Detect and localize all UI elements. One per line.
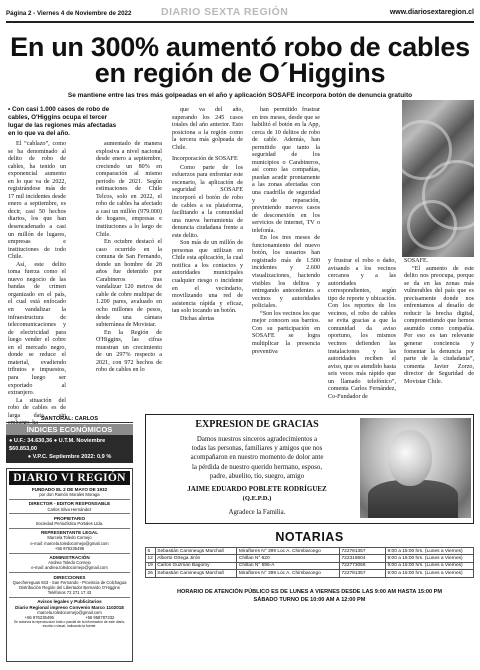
addresses-title: DIRECCIONES <box>53 574 86 580</box>
ad-line: padre, abuelito, tío, suegro, amigo <box>209 472 305 480</box>
article-column-1 <box>8 141 66 428</box>
footer-phone-2: +56 958787332 <box>85 615 115 621</box>
paragraph: Así, este delito toma fuerza como el nuevo negocio de las bandas de crimen organizado en el país, el cual está enfocado en vandalizar la infraestructura de telecomunicaciones y de electricidad para luego vender el cobre en el mercado negro, donde se reduce el material, evadiendo tributos e impuestos, para luego ser exportado al extranjero. <box>8 261 66 397</box>
notarias-hours: HORARIO DE ATENCIÓN PÚBLICO ES DE LUNES A VIERNES DESDE LAS 9:00 AM HASTA 15:00 PM <box>176 589 443 595</box>
article-column-4 <box>252 107 320 356</box>
divider <box>9 597 130 598</box>
owner-title: PROPIETARIO <box>53 515 86 521</box>
legal-rep-title: REPRESENTANTE LEGAL <box>40 530 99 536</box>
subheadline: Se mantiene entre las tres más golpeadas en el año y aplicación SOSAFE incorpora botón de denuncia gratuito <box>67 92 413 99</box>
paragraph: “Son los vecinos los que mejor conocen sus barrios. Con su participación en SOSAFE se logra multiplicar la presencia preventiva <box>252 310 320 355</box>
table-row <box>146 555 474 562</box>
notices-line: Diario Regional impreso Convenio Marco 1102018 <box>15 604 124 610</box>
section-subtitle: Incorporación de SOSAFE <box>172 156 238 163</box>
ad-line: todas las personas, familiares y amigos que nos <box>191 445 323 453</box>
founded-by: por don Ramón Morales Moraga <box>39 492 100 498</box>
table-row <box>146 548 474 555</box>
notarias-saturday: SÁBADO TURNO DE 10:00 AM A 12:00 PM <box>253 597 366 603</box>
economic-indices <box>6 416 133 466</box>
indices-title: ÍNDICES ECONÓMICOS <box>6 424 133 435</box>
notarias-table <box>145 547 474 578</box>
site-url[interactable]: www.diariosextaregion.cl <box>389 9 474 16</box>
paragraph: Como parte de los esfuerzos para enfrentar este escenario, la aplicación de seguridad SOSAFE incorporó el botón de robo de cables a su plataforma, facilitando a la comunidad una nueva herramienta de denuncia ciudadana frente a este delito. <box>172 164 243 239</box>
table-row <box>146 570 474 577</box>
paragraph: SOSAFE. <box>404 258 429 264</box>
ad-line: acompañaron en nuestro momento de dolor ante <box>190 454 324 462</box>
masthead-box <box>6 468 133 662</box>
table-cell: 722781357 <box>339 548 385 555</box>
founded: FUNDADO EL 2 DE MAYO DE 1932 <box>31 487 108 492</box>
footer-note: Se autoriza la reproducción total o parcial de la información de este diario, escrita o visual, indicando la fuente. <box>13 620 126 629</box>
table-cell: Chillan N° 595-A <box>237 562 340 569</box>
indices-line-1: ● U.F.: 34.630,36 ● U.T.M. Noviembre $60.853,00 <box>9 438 106 452</box>
headline-line-1: En un 300% aumentó robo de cables <box>10 32 470 62</box>
page-date: Página 2 - Viernes 4 de Noviembre de 2022 <box>6 10 132 17</box>
article-column-3 <box>172 107 243 323</box>
paragraph: han permitido frustrar en tres meses, desde que se habilitó el botón en la App, cerca de 10 delitos de robo de cable. Además, han permitido que tanto la seguridad de los municipios o Carabineros, así como las compañías, puedan acudir prontamente a las zonas afectadas con una cuadrilla de seguridad y de reparación, previniendo nuevos casos de desconexión en los servicios de internet, TV o telefonía. <box>252 107 320 234</box>
paragraph: En octubre destacó el caso ocurrido en la comuna de San Fernando, donde un hombre de 28 años fue detenido por Carabineros tras vandalizar 120 metros de cable de cobre multipar de 1.200 pares, avaluado en ocho millones de pesos, desde una cámara subterránea de Movistar. <box>96 239 162 329</box>
notices-email[interactable]: marcela.toledocornejo@gmail.com <box>37 609 102 615</box>
paragraph: y frustrar el robo o daño, avisando a los vecinos cercanos y a las autoridades correspondientes, según tipo de reporte y ubicación. Con los reportes de los vecinos, el robo de cables se evita gracias a que la comunidad da aviso oportuno, los mismos vecinos defienden las instalaciones y las autoridades reciben el aviso, que es atendido hasta seis veces más rápido que un llamado telefónico”, comenta Carlos Fernández, Co-Fundador de <box>328 258 396 400</box>
table-cell: 9:00 a 15:00 hrs. (Lunes a Viernes) <box>386 562 474 569</box>
deceased-name: JAIME EDUARDO POBLETE RODRÍGUEZ <box>187 485 327 493</box>
santoral: SANTORAL: CARLOS <box>6 416 133 423</box>
table-cell: Miraflores N° 399 Loc A. Chimbarongo <box>237 548 340 555</box>
table-cell: Chillan N° 620 <box>237 555 340 562</box>
gratitude-ad <box>145 414 474 524</box>
ad-thanks: Agradece la Familia. <box>228 509 286 516</box>
legal-rep-email[interactable]: e-mail: marcela.toledocornejo@gmail.com <box>30 540 109 546</box>
cables-photo <box>402 100 474 257</box>
newspaper-logo: DIARIO VI REGIÓN <box>9 471 130 485</box>
admin-title: ADMINISTRACIÓN <box>49 555 90 561</box>
paragraph: En los tres meses de funcionamiento del nuevo botón, los usuarios han registrado más de 1.500 incidentes y 2.600 visualizaciones, haciendo visibles los delitos y entregando antecedentes a vecinos y autoridades policiales. <box>252 235 320 310</box>
address-phone: Teléfonos 72 271 17 43 <box>47 590 92 596</box>
owner-name: Sociedad Periodística Portales Ltda. <box>35 521 104 527</box>
director-name: Carlos Silva Hernández <box>47 506 92 512</box>
table-cell: 9:00 a 15:00 hrs. (Lunes a Viernes) <box>386 570 474 577</box>
admin-name: Andrea Toledo Cornejo <box>48 560 91 566</box>
divider <box>9 528 130 529</box>
ad-line: la pérdida de nuestro querido hermano, esposo, <box>191 463 323 471</box>
page-header <box>6 6 474 20</box>
table-cell: 12 <box>146 555 156 562</box>
divider <box>9 572 130 573</box>
address-line-1: Quechereguas 843 - San Fernando - Provincia de Colchagua <box>12 579 127 585</box>
headline-line-2: en región de O´Higgins <box>94 58 386 88</box>
address-line-2: Distribución Región del Libertador Bernardo O'Higgins <box>19 585 120 591</box>
divider <box>9 553 130 554</box>
indices-values <box>6 435 133 463</box>
table-cell: 9:00 a 15:00 hrs. (Lunes a Viernes) <box>386 548 474 555</box>
table-row <box>146 562 474 569</box>
brand-name: DIARIO SEXTA REGIÓN <box>161 6 289 18</box>
table-cell: Sebastián Camineugs Marchall <box>155 548 237 555</box>
table-cell: Alberto Ortega Jirón <box>155 555 237 562</box>
headline <box>6 34 474 86</box>
bullet-item: • Con casi 1.000 casos de robo de cables, O'Higgins ocupa el tercer lugar de las regiones más afectadas en lo que va del año. <box>8 106 117 137</box>
notarias-footer <box>145 588 474 604</box>
paragraph: El “cablazo”, como se ha denominado al delito de robo de cables, ha tenido un exponencial aumento en lo que va de 2022, registrándose más de 17 mil incidentes desde enero a septiembre, es decir, casi 50 hechos diarios, los que han desencadenado a casi un millón de lugares, empresas e instituciones de todo Chile. <box>8 141 66 261</box>
ad-message <box>152 435 362 481</box>
legal-rep-phone: +56 976235496 <box>54 545 85 551</box>
table-cell: Miraflores N° 399 Loc A. Chimbarongo <box>237 570 340 577</box>
paragraph: La situación del robo de cables es de larga data, sin <box>8 397 66 419</box>
indices-line-2: ● V.P.C. Septiembre 2022: 0,9 % <box>27 454 112 460</box>
article-column-6 <box>404 258 474 386</box>
table-cell: Carlos Guzmán Bagomy <box>155 562 237 569</box>
table-cell: 5 <box>146 548 156 555</box>
table-cell: 722773066 <box>339 562 385 569</box>
paragraph: En la Región de O'Higgins, las cifras muestran un crecimiento de un 297% respecto a 2021, con 972 hechos de robo de cables en lo <box>96 329 162 374</box>
paragraph: aumentado de manera explosiva a nivel nacional desde enero a septiembre, creciendo un 80% en comparación al mismo periodo de 2021. Según estimaciones de Chile Telcos, solo en 2022, el robo de cables ha afectado a casi un millón (979.000) de hogares, empresas e instituciones a lo largo de Chile. <box>96 141 162 238</box>
table-cell: 722781357 <box>339 570 385 577</box>
article-column-5 <box>328 258 396 401</box>
notarias-title: NOTARIAS <box>275 530 344 544</box>
ad-title: EXPRESION DE GRACIAS <box>195 419 319 430</box>
divider <box>9 499 130 500</box>
qepd: (Q.E.P.D.) <box>242 495 272 502</box>
paragraph: “El aumento de este delito nos preocupa, porque se da en las zonas más vulnerables del país que es precisamente donde nos enfrentamos al desafío de reducir la brecha digital, comprometiendo que hemos asumido como compañía. Por eso es tan relevante generar conciencia y fomentar la denuncia por parte de la ciudadanía”, comenta Javier Zorzo, director de Seguridad de Movistar Chile. <box>404 265 474 385</box>
portrait-head <box>388 430 432 486</box>
footer-phone-1: +56 976235496 <box>24 615 54 621</box>
summary-bullets <box>8 106 118 139</box>
paragraph: Dichas alertas <box>180 315 215 322</box>
director-title: DIRECTOR - EDITOR RESPONSABLE <box>28 501 111 507</box>
paragraph: Son más de un millón de personas que utilizan en Chile esta aplicación, la cual notifica a los contactos y autoridades municipales cualquier riesgo o incidente en el vecindario, movilizando una red de asistencia rápida y eficaz, tan solo tocando un botón. <box>172 240 243 315</box>
admin-email[interactable]: e-mail: andrea.toledocornejo@gmail.com <box>31 565 108 571</box>
table-cell: 19 <box>146 562 156 569</box>
table-cell: 9:00 a 15:00 hrs. (Lunes a Viernes) <box>386 555 474 562</box>
paragraph: que va del año, superando los 245 casos totales del año anterior. Esto posiciona a la región como la tercera más golpeada de Chile. <box>172 107 243 151</box>
notices-title: Avisos legales y Publicitarios <box>37 599 102 605</box>
deceased-portrait <box>360 418 471 518</box>
table-cell: Sebastián Camineugs Marchall <box>155 570 237 577</box>
ad-line: Damos nuestros sinceros agradecimientos a <box>196 436 318 443</box>
legal-rep-name: Marcela Toledo Cornejo <box>47 535 92 541</box>
divider <box>9 513 130 514</box>
table-cell: 722318604 <box>339 555 385 562</box>
header-rule <box>6 21 474 23</box>
article-column-2 <box>96 141 162 375</box>
table-cell: 26 <box>146 570 156 577</box>
